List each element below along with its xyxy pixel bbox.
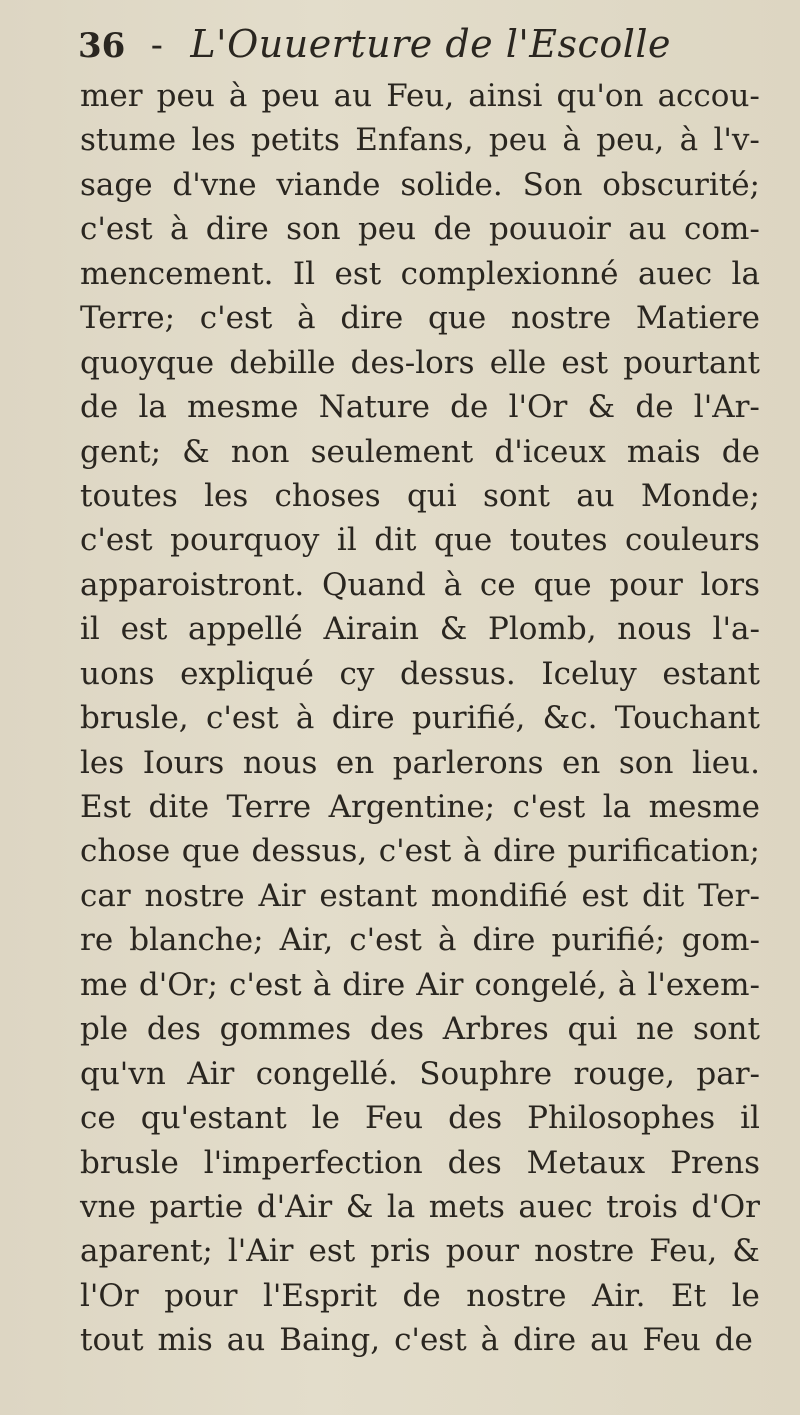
text-line: vne partie d'Air & la mets auec trois d'Or bbox=[80, 1188, 760, 1225]
text-line: quoyque debille des-lors elle est pourtant bbox=[80, 344, 760, 381]
text-line: c'est pourquoy il dit que toutes couleurs bbox=[80, 522, 760, 559]
text-line: sage d'vne viande solide. Son obscurité; bbox=[80, 166, 760, 203]
text-line: gent; & non seulement d'iceux mais de bbox=[80, 433, 760, 470]
text-line: il est appellé Airain & Plomb, nous l'a- bbox=[80, 611, 760, 648]
text-line: de la mesme Nature de l'Or & de l'Ar- bbox=[80, 389, 760, 426]
text-line: ple des gommes des Arbres qui ne sont bbox=[80, 1011, 760, 1048]
text-line: stume les petits Enfans, peu à peu, à l'v- bbox=[80, 122, 760, 159]
body-text bbox=[80, 74, 760, 1363]
text-line: aparent; l'Air est pris pour nostre Feu, & bbox=[80, 1233, 760, 1270]
text-line: brusle l'imperfection des Metaux Prens bbox=[80, 1144, 760, 1181]
text-line: c'est à dire son peu de pouuoir au com- bbox=[80, 211, 760, 248]
text-line: l'Or pour l'Esprit de nostre Air. Et le bbox=[80, 1277, 760, 1314]
text-line: ce qu'estant le Feu des Philosophes il bbox=[80, 1100, 760, 1137]
text-line: Terre; c'est à dire que nostre Matiere bbox=[80, 300, 760, 337]
page-header bbox=[78, 14, 778, 74]
text-line: Est dite Terre Argentine; c'est la mesme bbox=[80, 789, 760, 825]
text-line: les Iours nous en parlerons en son lieu. bbox=[80, 744, 760, 781]
text-line: uons expliqué cy dessus. Iceluy estant bbox=[80, 655, 760, 692]
text-line: re blanche; Air, c'est à dire purifié; gom- bbox=[80, 922, 760, 959]
text-line: tout mis au Baing, c'est à dire au Feu de bbox=[80, 1322, 753, 1359]
text-line: mencement. Il est complexionné auec la bbox=[80, 255, 760, 292]
text-line: mer peu à peu au Feu, ainsi qu'on accou- bbox=[80, 78, 760, 114]
text-line: brusle, c'est à dire purifié, &c. Touchant bbox=[80, 700, 760, 737]
text-line: chose que dessus, c'est à dire purification; bbox=[80, 833, 760, 870]
text-line: me d'Or; c'est à dire Air congelé, à l'exem- bbox=[80, 966, 760, 1003]
text-line: apparoistront. Quand à ce que pour lors bbox=[80, 566, 760, 603]
text-line: qu'vn Air congellé. Souphre rouge, par- bbox=[80, 1055, 760, 1092]
header-dash: - bbox=[150, 25, 163, 66]
page-number: 36 bbox=[78, 26, 126, 66]
running-title: L'Ouuerture de l'Escolle bbox=[190, 22, 672, 66]
text-line: car nostre Air estant mondifié est dit Ter- bbox=[80, 877, 760, 914]
text-line: toutes les choses qui sont au Monde; bbox=[80, 477, 760, 514]
